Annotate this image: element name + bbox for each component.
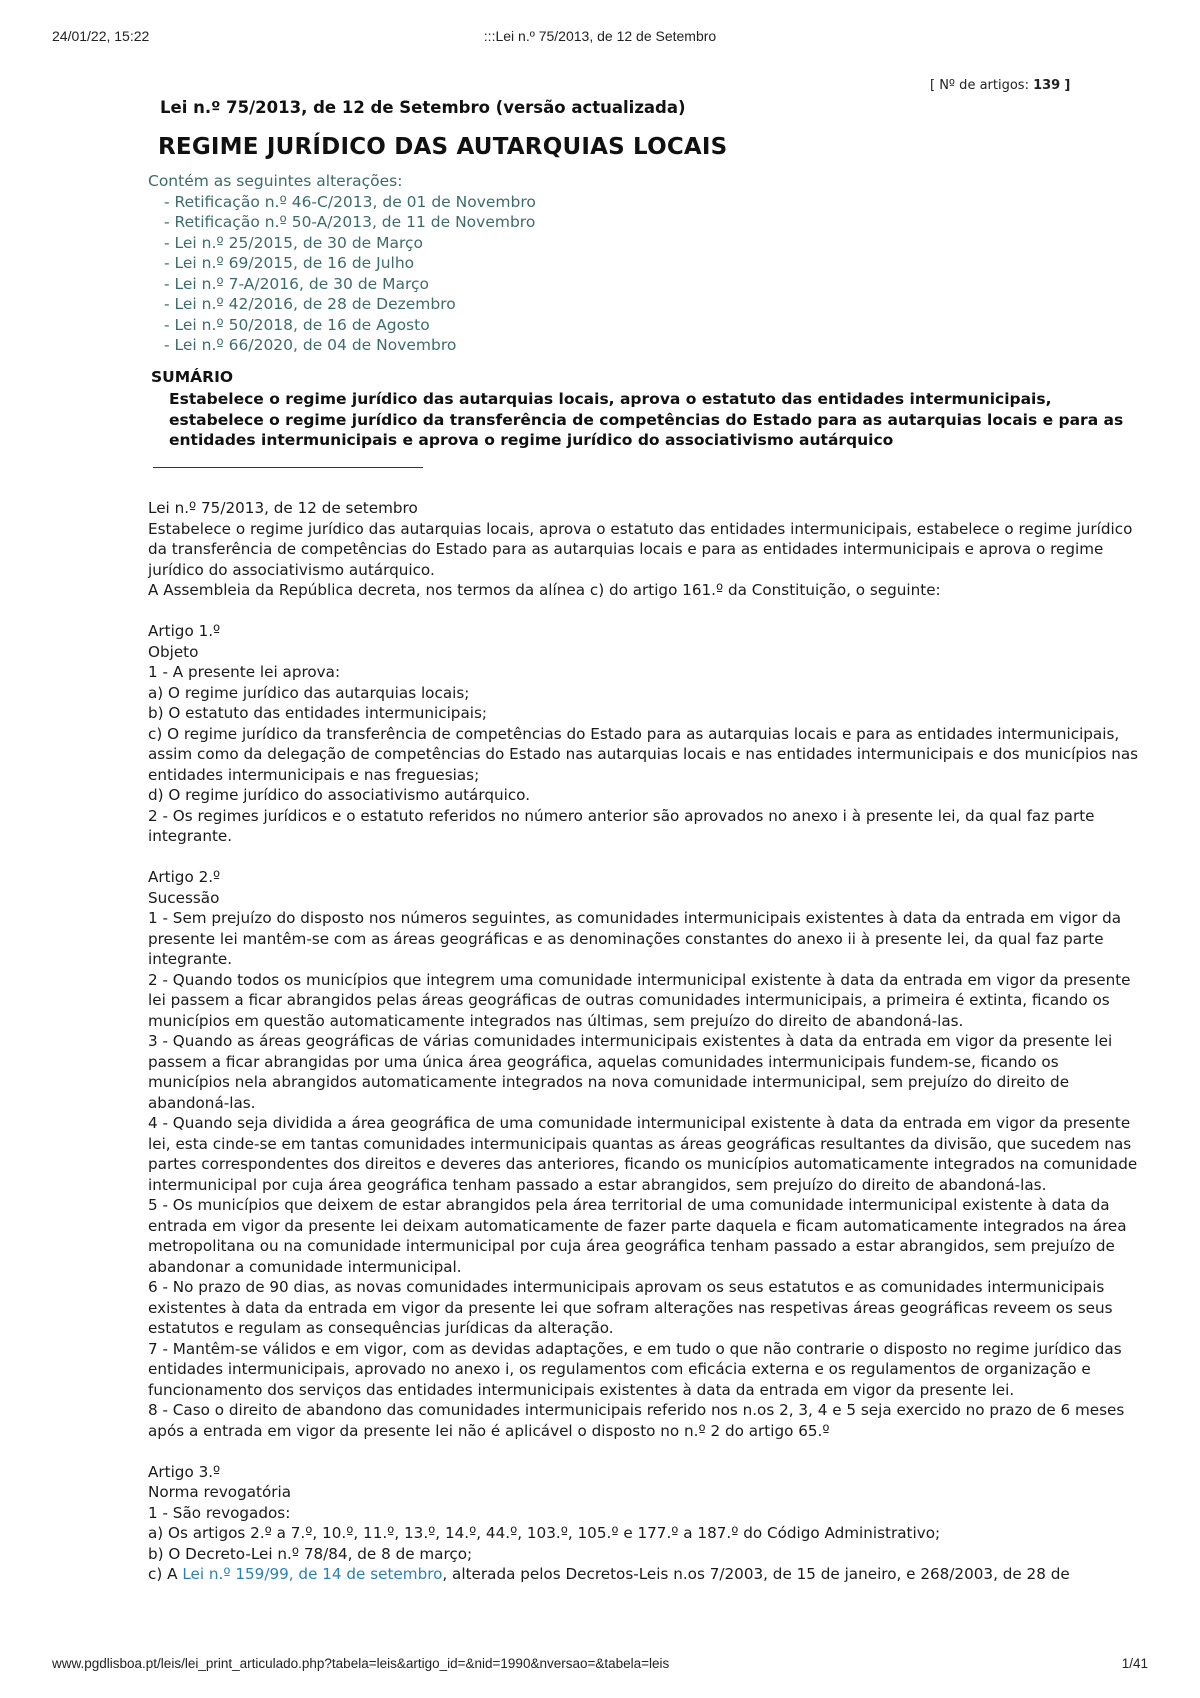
article-3-line: c) A Lei n.º 159/99, de 14 de setembro, alterada pelos Decretos-Leis n.os 7/2003, de 15 de janeiro, e 268/2003, de 28 de — [148, 1565, 1070, 1583]
article-3-title: Artigo 3.º — [148, 1462, 221, 1481]
alteration-item[interactable]: - Lei n.º 69/2015, de 16 de Julho — [164, 254, 415, 272]
article-2-line: 7 - Mantêm-se válidos e em vigor, com as devidas adaptações, e em tudo o que não contrarie o disposto no regime jurídico das entidades intermunicipais, aprovado no anexo i, os regulamentos com eficácia externa e os regulamentos de organização e funcionamento dos serviços das entidades intermunicipais existentes à data da entrada em vigor da presente lei. — [148, 1339, 1122, 1399]
article-2-line: 1 - Sem prejuízo do disposto nos números seguintes, as comunidades intermunicipais existentes à data da entrada em vigor da presente lei mantêm-se com as áreas geográficas e as denominações constantes do anexo ii à presente lei, da qual faz parte integrante. — [148, 909, 1122, 968]
alteration-item[interactable]: - Lei n.º 50/2018, de 16 de Agosto — [164, 315, 430, 334]
article-3-subject: Norma revogatória — [148, 1483, 292, 1501]
alterations-heading: Contém as seguintes alterações: — [148, 172, 403, 190]
intro-text: Estabelece o regime jurídico das autarquias locais, aprova o estatuto das entidades intermunicipais, estabelece o regime jurídico da transferência de competências do Estado para as autarquias locais e para as entidades intermunicipais e aprova o regime jurídico do associativismo autárquico. — [148, 519, 1133, 579]
law-title: Lei n.º 75/2013, de 12 de Setembro (versão actualizada) — [160, 98, 686, 117]
sumario-text: Estabelece o regime jurídico das autarquias locais, aprova o estatuto das entidades intermunicipais, estabelece o regime jurídico da transferência de competências do Estado para as autarquias locais e para as entidades intermunicipais e aprova o regime jurídico do associativismo autárquico — [169, 390, 1124, 449]
print-datetime: 24/01/22, 15:22 — [52, 28, 150, 44]
decree-text: A Assembleia da República decreta, nos termos da alínea c) do artigo 161.º da Constituição, o seguinte: — [148, 581, 941, 599]
article-2-line: 4 - Quando seja dividida a área geográfica de uma comunidade intermunicipal existente à data da entrada em vigor da presente lei, esta cinde-se em tantas comunidades intermunicipais quantas as áreas geográficas resultantes da divisão, que sucedem nas partes correspondentes dos direitos e deveres das anteriores, ficando os municípios automaticamente integrados na comunidade intermunicipal por cuja área geográfica tenham passado a estar abrangidos, sem prejuízo do direito de abandoná-las. — [148, 1114, 1138, 1194]
article-3-line: 1 - São revogados: — [148, 1503, 291, 1522]
print-page-number: 1/41 — [1121, 1656, 1148, 1671]
article-2-title: Artigo 2.º — [148, 868, 221, 886]
print-url: www.pgdlisboa.pt/leis/lei_print_articulado.php?tabela=leis&artigo_id=&nid=1990&nversao=&tabela=leis — [52, 1656, 670, 1671]
article-3-line: a) Os artigos 2.º a 7.º, 10.º, 11.º, 13.º, 14.º, 44.º, 103.º, 105.º e 177.º a 187.º do Código Administrativo; — [148, 1524, 941, 1542]
print-page-title: :::Lei n.º 75/2013, de 12 de Setembro — [483, 28, 717, 44]
alteration-item[interactable]: - Lei n.º 25/2015, de 30 de Março — [164, 233, 424, 252]
intro-title: Lei n.º 75/2013, de 12 de setembro — [148, 499, 418, 517]
law-body — [148, 498, 1140, 1585]
article-count: [ Nº de artigos: 139 ] — [930, 78, 1071, 93]
alteration-item[interactable]: - Retificação n.º 50-A/2013, de 11 de Novembro — [164, 213, 536, 231]
article-count-value: 139 — [1033, 78, 1061, 93]
article-1-line: a) O regime jurídico das autarquias locais; — [148, 683, 470, 702]
article-1-subject: Objeto — [148, 642, 199, 661]
article-3-line: b) O Decreto-Lei n.º 78/84, de 8 de março; — [148, 1544, 473, 1563]
sumario-heading: SUMÁRIO — [151, 368, 234, 386]
article-1-line: 1 - A presente lei aprova: — [148, 663, 341, 681]
article-2-line: 3 - Quando as áreas geográficas de várias comunidades intermunicipais existentes à data da entrada em vigor da presente lei passem a ficar abrangidas por uma única área geográfica, aquelas comunidades intermunicipais fundem-se, ficando os municípios nela abrangidos automaticamente integrados na nova comunidade intermunicipal, sem prejuízo do direito de abandoná-las. — [148, 1032, 1113, 1112]
article-2-line: 2 - Quando todos os municípios que integrem uma comunidade intermunicipal existente à data da entrada em vigor da presente lei passem a ficar abrangidos pelas áreas geográficas de outras comunidades intermunicipais, a primeira é extinta, ficando os municípios em questão automaticamente integrados nas últimas, sem prejuízo do direito de abandoná-las. — [148, 970, 1131, 1030]
main-title: REGIME JURÍDICO DAS AUTARQUIAS LOCAIS — [158, 134, 728, 160]
print-footer — [52, 1656, 1148, 1676]
article-2-line: 8 - Caso o direito de abandono das comunidades intermunicipais referido nos n.os 2, 3, 4 e 5 seja exercido no prazo de 6 meses após a entrada em vigor da presente lei não é aplicável o disposto no n.º 2 do artigo 65.º — [148, 1401, 1125, 1440]
alterations-list — [148, 171, 536, 356]
article-2-subject: Sucessão — [148, 888, 220, 907]
article-1-line: c) O regime jurídico da transferência de competências do Estado para as autarquias locais e para as entidades intermunicipais, assim como da delegação de competências do Estado nas autarquias locais e nas entidades intermunicipais e dos municípios nas entidades intermunicipais e nas freguesias; — [148, 724, 1139, 784]
article-1-line: d) O regime jurídico do associativismo autárquico. — [148, 786, 531, 804]
alteration-item[interactable]: - Lei n.º 42/2016, de 28 de Dezembro — [164, 295, 456, 313]
article-2-line: 6 - No prazo de 90 dias, as novas comunidades intermunicipais aprovam os seus estatutos e as comunidades intermunicipais existentes à data da entrada em vigor da presente lei que sofram alterações nas respetivas áreas geográficas reveem os seus estatutos e regulam as consequências jurídicas da alteração. — [148, 1278, 1113, 1337]
article-1-line: 2 - Os regimes jurídicos e o estatuto referidos no número anterior são aprovados no anexo i à presente lei, da qual faz parte integrante. — [148, 806, 1095, 845]
print-header — [52, 28, 1148, 48]
alteration-item[interactable]: - Lei n.º 66/2020, de 04 de Novembro — [164, 336, 457, 354]
article-1-title: Artigo 1.º — [148, 622, 221, 640]
article-1-line: b) O estatuto das entidades intermunicipais; — [148, 704, 488, 722]
alteration-item[interactable]: - Lei n.º 7-A/2016, de 30 de Março — [164, 274, 430, 293]
article-2-line: 5 - Os municípios que deixem de estar abrangidos pela área territorial de uma comunidade intermunicipal existente à data da entrada em vigor da presente lei deixam automaticamente de fazer parte daquela e ficam automaticamente integrados na área metropolitana ou na comunidade intermunicipal por cuja área geográfica tenham passado a estar abrangidos, sem prejuízo de abandonar a comunidade intermunicipal. — [148, 1196, 1127, 1276]
divider — [153, 467, 423, 468]
law-159-99-link[interactable]: Lei n.º 159/99, de 14 de setembro — [182, 1565, 443, 1583]
alteration-item[interactable]: - Retificação n.º 46-C/2013, de 01 de Novembro — [164, 192, 536, 211]
